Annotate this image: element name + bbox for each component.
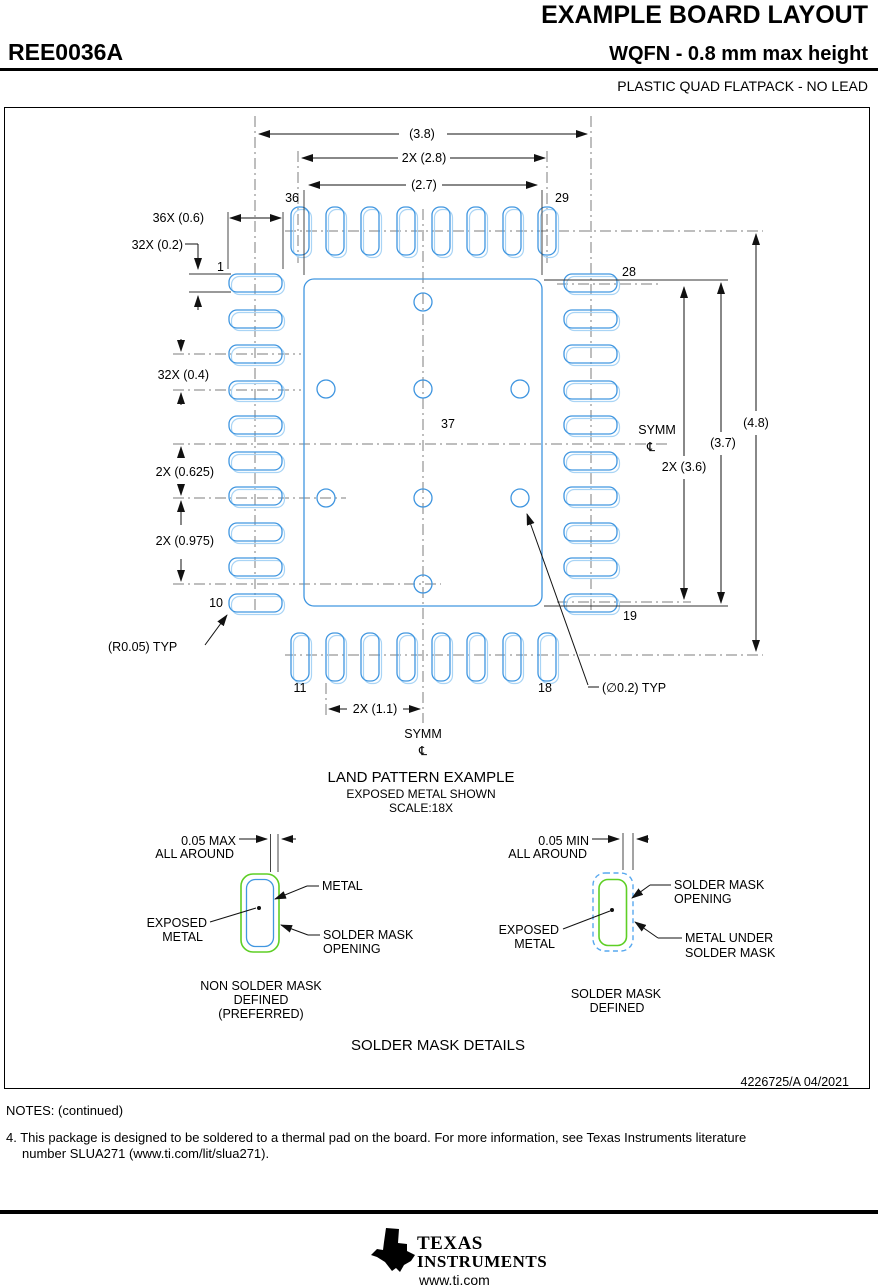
nsmd-detail <box>147 834 414 1021</box>
drawing-frame <box>4 107 870 1089</box>
smd-dim-line2: ALL AROUND <box>508 847 587 861</box>
package-type: WQFN - 0.8 mm max height <box>609 43 868 65</box>
doc-number: 4226725/A <box>740 1075 801 1087</box>
smd-under-line1: METAL UNDER <box>685 931 774 945</box>
dim-row-span: 2X (2.8) <box>401 151 447 165</box>
dim-pitch: 32X (0.4) <box>157 368 209 382</box>
nsmd-metal-label: METAL <box>322 879 363 893</box>
thermal-via <box>511 380 529 398</box>
pin-18-label: 18 <box>538 681 552 695</box>
package-subtitle: PLASTIC QUAD FLATPACK - NO LEAD <box>617 78 868 94</box>
footer-url: www.ti.com <box>419 1272 490 1288</box>
smd-exposed-line2: METAL <box>514 937 555 951</box>
pin-36-label: 36 <box>285 191 299 205</box>
pin-11-label: 11 <box>293 681 307 695</box>
caption-title: LAND PATTERN EXAMPLE <box>327 769 515 786</box>
header-rule <box>0 68 878 71</box>
dim-overall-width: (3.8) <box>409 127 435 141</box>
dim-thermal-height: (3.7) <box>710 436 736 450</box>
solder-mask-details-title: SOLDER MASK DETAILS <box>351 1037 525 1054</box>
dimension-lines <box>181 134 756 709</box>
dim-offset-b: 2X (0.975) <box>155 534 214 548</box>
dim-pad-length: 36X (0.6) <box>152 211 204 225</box>
dim-pad-width: 32X (0.2) <box>131 238 183 252</box>
dim-offset-a: 2X (0.625) <box>155 465 214 479</box>
land-pattern-drawing <box>5 108 868 1087</box>
smd-under-line2: SOLDER MASK <box>685 946 776 960</box>
note-4-line1: 4. This package is designed to be soldered to a thermal pad on the board. For more information, see Texas Instruments literature <box>6 1130 747 1145</box>
view-caption <box>328 769 515 815</box>
pin-29-label: 29 <box>555 191 569 205</box>
brand-texas: TEXAS <box>417 1233 483 1254</box>
smd-caption-line2: DEFINED <box>589 1001 645 1015</box>
nsmd-dim-line2: ALL AROUND <box>155 847 234 861</box>
pin-19-label: 19 <box>623 609 637 623</box>
thermal-via <box>317 380 335 398</box>
dim-overall-height: (4.8) <box>743 416 769 430</box>
nsmd-caption-line1: NON SOLDER MASK <box>200 979 322 993</box>
pin-1-label: 1 <box>217 260 224 274</box>
dim-via-pitch: 2X (1.1) <box>352 702 398 716</box>
texas-state-icon <box>371 1227 415 1273</box>
ti-logo-letters: ti <box>387 1247 395 1261</box>
centerline-symbol-bottom: ℄ <box>418 744 428 758</box>
nsmd-exposed-line2: METAL <box>162 930 203 944</box>
nsmd-dim-line1: 0.05 MAX <box>181 834 236 848</box>
exposed-metal-dot <box>610 908 614 912</box>
pin-10-label: 10 <box>209 596 223 610</box>
thermal-pad-37-label: 37 <box>441 417 455 431</box>
brand-instruments: INSTRUMENTS <box>417 1252 548 1271</box>
thermal-via <box>511 489 529 507</box>
part-number: REE0036A <box>8 39 124 65</box>
centerline-symbol-right: ℄ <box>646 440 656 454</box>
nsmd-caption-line2: DEFINED <box>233 993 289 1007</box>
nsmd-opening-line1: SOLDER MASK <box>323 928 414 942</box>
smd-opening-line1: SOLDER MASK <box>674 878 765 892</box>
symm-label-bottom: SYMM <box>404 727 442 741</box>
centerlines <box>173 116 763 723</box>
dim-via-diameter: (∅0.2) TYP <box>602 681 667 695</box>
dim-col-span: 2X (3.6) <box>661 460 707 474</box>
smd-opening-line2: OPENING <box>674 892 732 906</box>
notes-heading: NOTES: (continued) <box>6 1103 124 1118</box>
nsmd-opening-line2: OPENING <box>323 942 381 956</box>
note-4-line2: number SLUA271 (www.ti.com/lit/slua271). <box>22 1146 270 1161</box>
caption-scale: SCALE:18X <box>388 801 454 815</box>
smd-dim-line1: 0.05 MIN <box>538 834 589 848</box>
dimension-labels <box>108 127 769 758</box>
symm-label-right: SYMM <box>638 423 676 437</box>
smd-exposed-line1: EXPOSED <box>498 923 559 937</box>
doc-date: 04/2021 <box>803 1075 849 1087</box>
dim-corner-radius: (R0.05) TYP <box>108 640 178 654</box>
caption-line2: EXPOSED METAL SHOWN <box>346 787 496 801</box>
nsmd-exposed-line1: EXPOSED <box>146 916 207 930</box>
nsmd-caption-line3: (PREFERRED) <box>218 1007 304 1021</box>
doc-title: EXAMPLE BOARD LAYOUT <box>541 1 868 29</box>
ti-texas-logo <box>371 1227 415 1278</box>
exposed-metal-dot <box>257 906 261 910</box>
smd-caption-line1: SOLDER MASK <box>570 987 662 1001</box>
footer-rule <box>0 1210 878 1214</box>
pin-28-label: 28 <box>622 265 636 279</box>
smd-detail <box>499 833 776 1015</box>
dim-thermal-width: (2.7) <box>411 178 437 192</box>
